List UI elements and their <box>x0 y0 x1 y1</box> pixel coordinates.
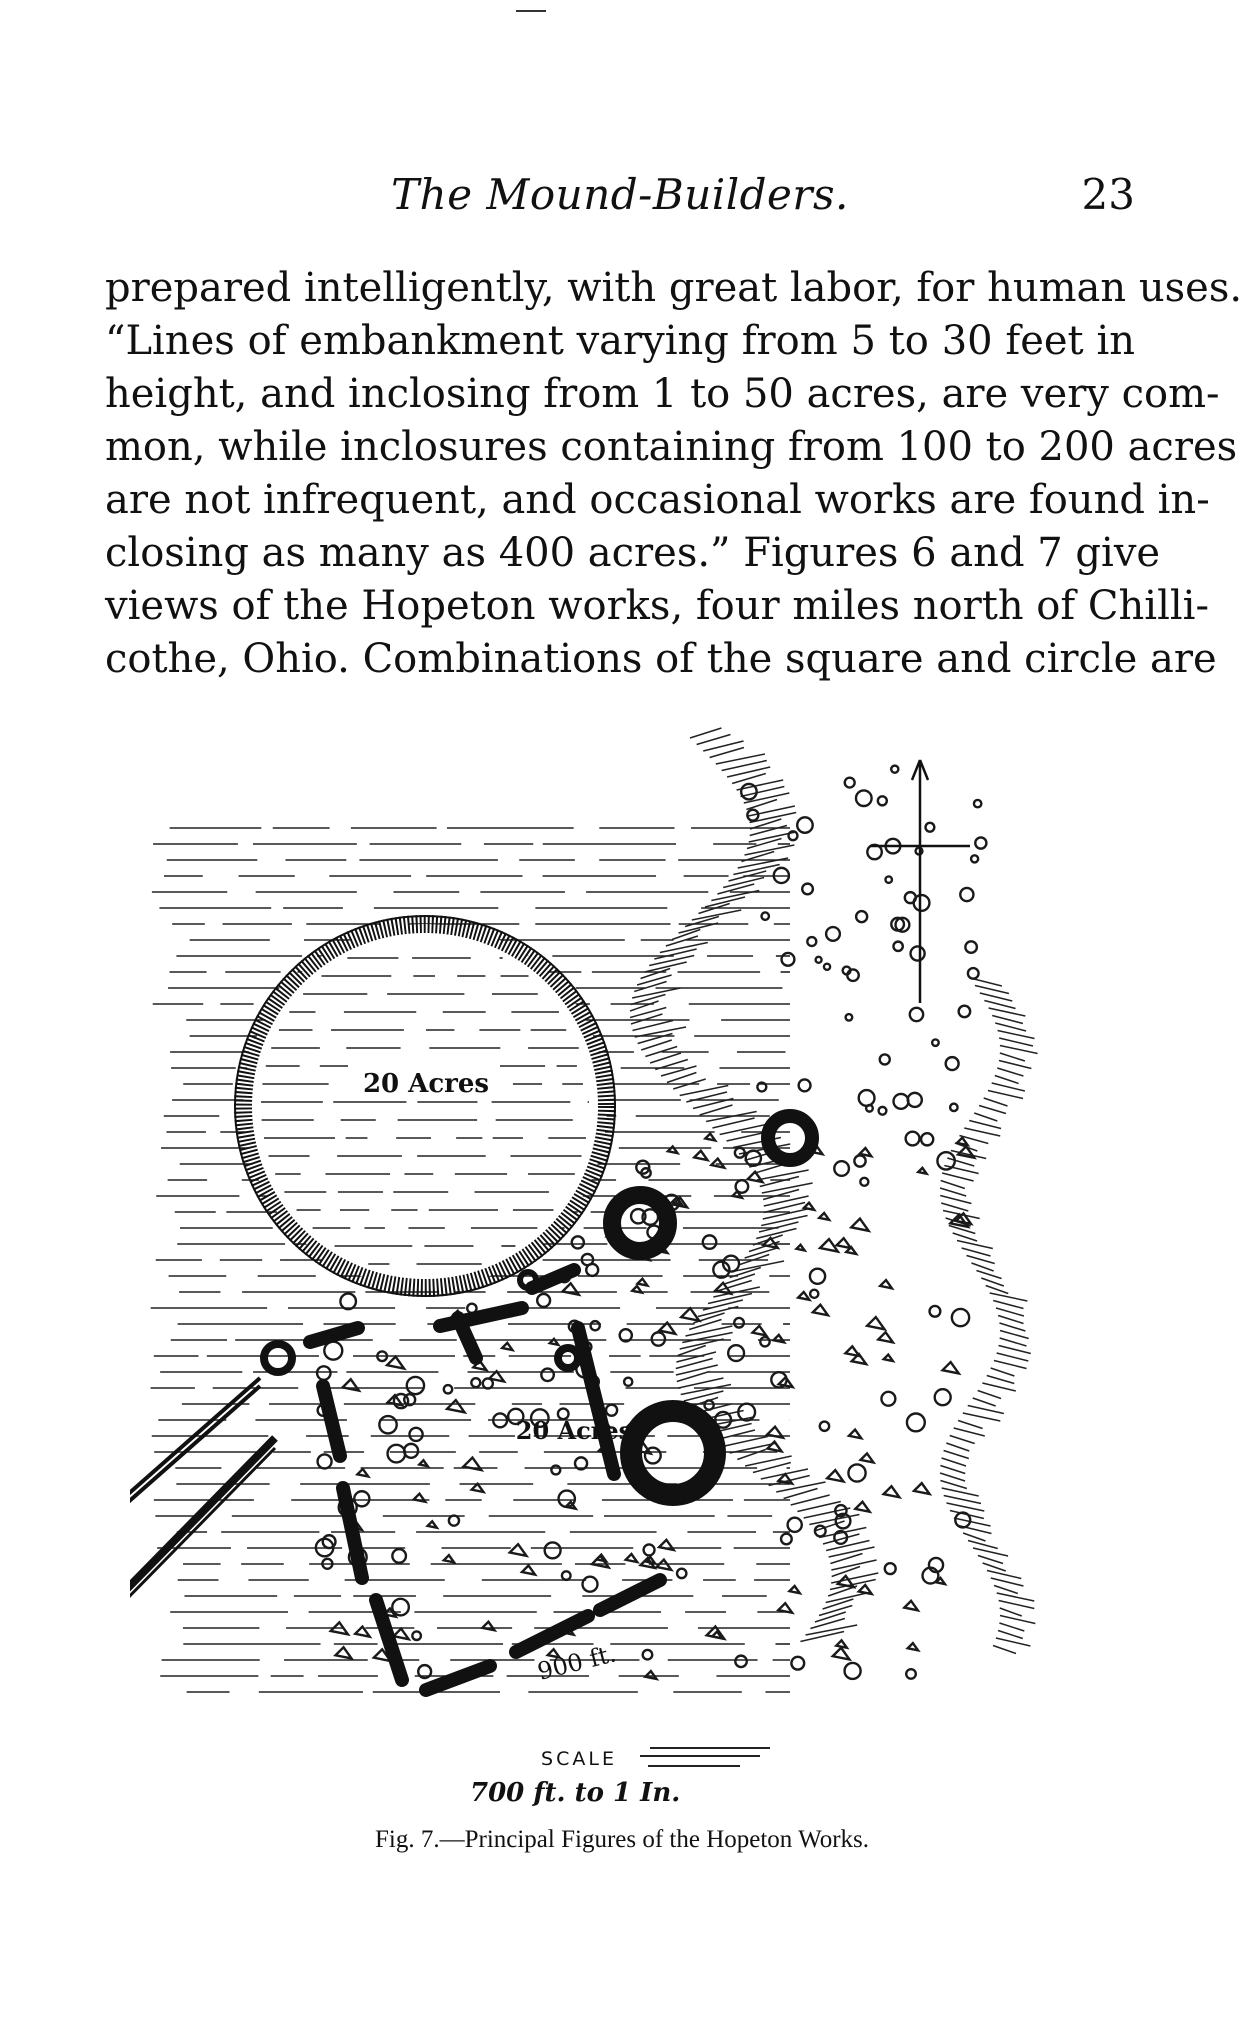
body-line: “Lines of embankment varying from 5 to 30 feet in <box>105 318 1135 364</box>
body-line: are not infrequent, and occasional works are found in- <box>105 477 1210 523</box>
river-bluff <box>630 728 1037 1654</box>
body-line: height, and inclosing from 1 to 50 acres, are very com- <box>105 371 1220 417</box>
page-number: 23 <box>1081 170 1135 219</box>
scale-bar <box>640 1738 780 1778</box>
parallel-walls <box>130 1344 292 1608</box>
circular-enclosure <box>235 916 615 1296</box>
length-label: 900 ft. <box>534 1639 619 1686</box>
figure-caption: Fig. 7.—Principal Figures of the Hopeton Works. <box>374 1826 870 1853</box>
top-mark <box>516 10 546 12</box>
page-header <box>105 170 1135 230</box>
body-text <box>105 262 1243 686</box>
hopeton-works-map <box>130 718 1070 1698</box>
body-line: cothe, Ohio. Combinations of the square and circle are <box>105 636 1217 682</box>
running-title: The Mound-Builders. <box>391 170 849 219</box>
scale-value: 700 ft. to 1 In. <box>470 1778 681 1808</box>
body-line: prepared intelligently, with great labor, for human uses. <box>105 265 1243 311</box>
body-line: closing as many as 400 acres.” Figures 6 and 7 give <box>105 530 1161 576</box>
square-area-label: 20 Acres <box>515 1416 633 1445</box>
body-line: mon, while inclosures containing from 100 to 200 acres <box>105 424 1238 470</box>
scale-label: SCALE <box>541 1748 617 1770</box>
body-line: views of the Hopeton works, four miles north of Chilli- <box>105 583 1209 629</box>
hopeton-works-figure <box>130 718 1070 1698</box>
circle-area-label: 20 Acres <box>362 1069 490 1099</box>
